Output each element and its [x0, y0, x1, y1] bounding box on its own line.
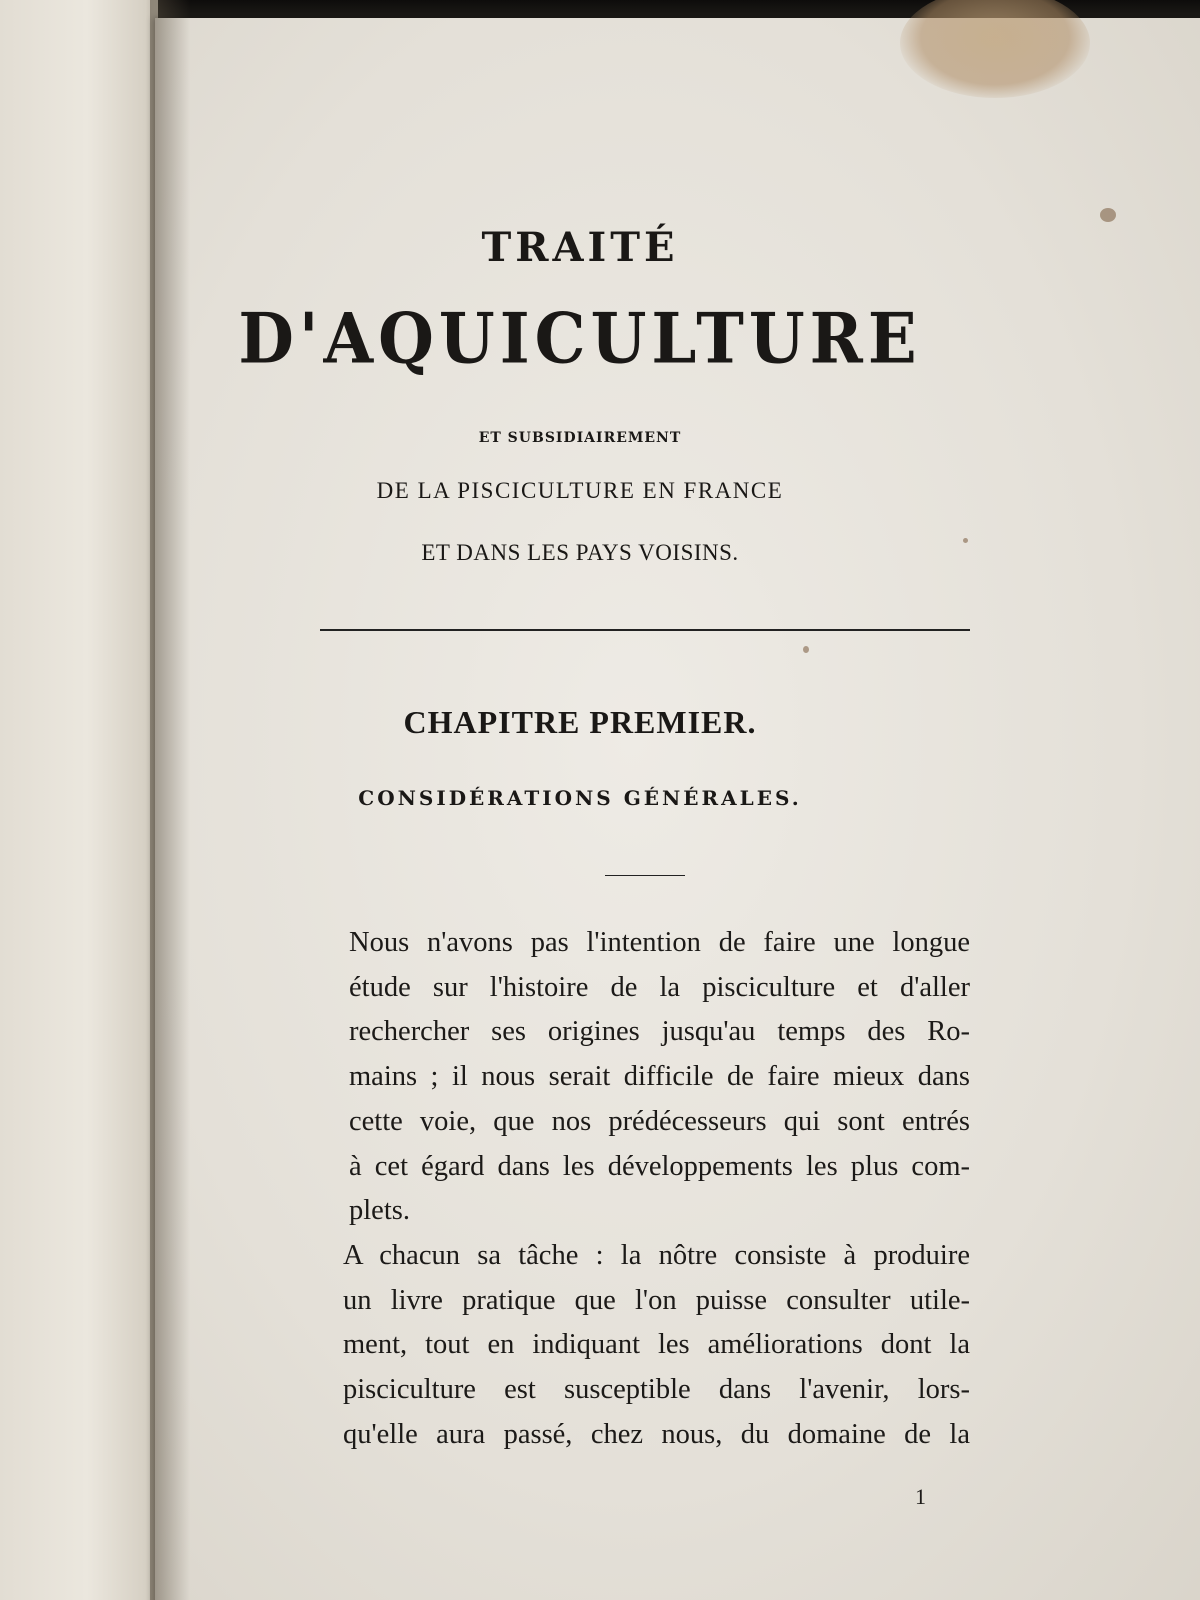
- subtitle-line-2: ET DANS LES PAYS VOISINS.: [421, 540, 739, 565]
- paragraph-1: [315, 921, 970, 1234]
- text-line: plets.: [349, 1195, 410, 1227]
- text-line: A chacun sa tâche : la nôtre consiste à produire: [343, 1240, 970, 1271]
- left-page: [0, 0, 158, 1600]
- text-line: Nous n'avons pas l'intention de faire une longue: [349, 927, 970, 958]
- text-line: un livre pratique que l'on puisse consulter utile-: [343, 1284, 970, 1316]
- text-line: mains ; il nous serait difficile de faire mieux dans: [349, 1061, 970, 1093]
- chapter-title: CHAPITRE PREMIER.: [403, 704, 757, 740]
- paragraph-2: [315, 1234, 970, 1458]
- title-line-1: TRAITÉ: [481, 224, 679, 271]
- page-number: 1: [915, 1484, 926, 1509]
- page-content: [155, 0, 1005, 1600]
- title-line-2: D'AQUICULTURE: [238, 299, 922, 380]
- text-line: ment, tout en indiquant les améliorations dont la: [343, 1329, 970, 1361]
- text-line: cette voie, que nos prédécesseurs qui sont entrés: [349, 1105, 970, 1137]
- section-title: CONSIDÉRATIONS GÉNÉRALES.: [358, 786, 802, 810]
- paper-speck: [1100, 208, 1116, 222]
- text-line: rechercher ses origines jusqu'au temps des Ro-: [349, 1016, 970, 1048]
- text-line: étude sur l'histoire de la pisciculture et d'aller: [349, 971, 970, 1003]
- section-divider: [605, 875, 685, 876]
- text-line: à cet égard dans les développements les plus com-: [349, 1150, 970, 1182]
- text-line: qu'elle aura passé, chez nous, du domaine de la: [343, 1418, 970, 1450]
- subtitle-small: ET SUBSIDIAIREMENT: [478, 430, 682, 446]
- subtitle-line-1: DE LA PISCICULTURE EN FRANCE: [376, 478, 784, 503]
- gutter-shadow: [150, 0, 190, 1600]
- text-line: pisciculture est susceptible dans l'avenir, lors-: [343, 1374, 970, 1406]
- title-divider: [320, 629, 970, 631]
